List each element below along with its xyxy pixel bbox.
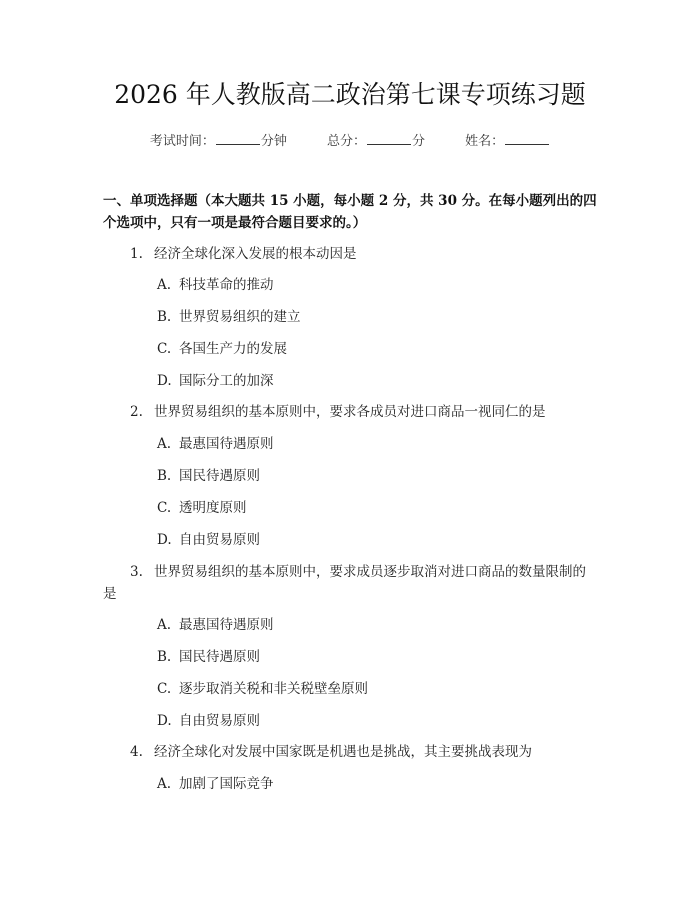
exam-time-unit: 分钟 — [260, 134, 287, 149]
student-name-field — [465, 131, 550, 152]
option-letter: A. — [157, 617, 172, 633]
option-text: 最惠国待遇原则 — [179, 617, 274, 633]
option-text: 自由贸易原则 — [179, 532, 260, 548]
option-letter: B. — [157, 309, 172, 325]
option-letter: D. — [157, 532, 172, 548]
option-text: 透明度原则 — [179, 500, 247, 516]
option-1b — [157, 307, 597, 327]
option-2d — [157, 530, 597, 550]
option-text: 国际分工的加深 — [179, 373, 274, 389]
question-text: 世界贸易组织的基本原则中，要求成员逐步取消对进口商品的数量限制的 — [154, 564, 586, 580]
question-number: 3. — [130, 564, 143, 580]
option-letter: B. — [157, 468, 172, 484]
page-title: 2026 年人教版高二政治第七课专项练习题 — [114, 80, 586, 109]
option-letter: A. — [157, 277, 172, 293]
option-letter: B. — [157, 649, 172, 665]
option-4a — [157, 774, 597, 794]
exam-time-label: 考试时间： — [149, 134, 215, 149]
question-number: 4. — [130, 744, 143, 760]
question-2 — [103, 401, 603, 423]
option-3c — [157, 679, 597, 699]
option-2a — [157, 434, 597, 454]
question-4 — [103, 741, 603, 763]
option-text: 国民待遇原则 — [179, 649, 260, 665]
option-text: 世界贸易组织的建立 — [179, 309, 301, 325]
option-text: 国民待遇原则 — [179, 468, 260, 484]
option-1a — [157, 275, 597, 295]
option-text: 各国生产力的发展 — [179, 341, 287, 357]
option-text: 最惠国待遇原则 — [179, 436, 274, 452]
question-text: 世界贸易组织的基本原则中，要求各成员对进口商品一视同仁的是 — [154, 404, 546, 420]
student-name-blank — [505, 131, 549, 145]
exam-time-field — [150, 131, 287, 152]
exam-time-blank — [216, 131, 260, 145]
option-3a — [157, 615, 597, 635]
option-letter: C. — [157, 341, 172, 357]
option-letter: A. — [157, 436, 172, 452]
option-2c — [157, 498, 597, 518]
option-1d — [157, 371, 597, 391]
option-letter: C. — [157, 500, 172, 516]
section-heading: 一、单项选择题（本大题共 15 小题，每小题 2 分，共 30 分。在每小题列出的四个选项中，只有一项是最符合题目要求的。） — [103, 193, 597, 231]
option-letter: D. — [157, 713, 172, 729]
question-number: 2. — [130, 404, 143, 420]
option-letter: A. — [157, 776, 172, 792]
question-text-continued: 是 — [103, 586, 117, 602]
question-number: 1. — [130, 246, 143, 262]
option-text: 科技革命的推动 — [179, 277, 274, 293]
total-score-blank — [367, 131, 411, 145]
option-2b — [157, 466, 597, 486]
question-1 — [103, 243, 603, 265]
option-text: 加剧了国际竞争 — [179, 776, 274, 792]
option-3d — [157, 711, 597, 731]
student-name-label: 姓名： — [465, 134, 505, 149]
total-score-unit: 分 — [412, 134, 426, 149]
option-1c — [157, 339, 597, 359]
option-letter: C. — [157, 681, 172, 697]
total-score-field — [327, 131, 425, 152]
question-text: 经济全球化对发展中国家既是机遇也是挑战，其主要挑战表现为 — [154, 744, 532, 760]
total-score-label: 总分： — [326, 134, 366, 149]
question-3 — [103, 561, 603, 605]
option-3b — [157, 647, 597, 667]
option-text: 自由贸易原则 — [179, 713, 260, 729]
exam-meta-line — [0, 131, 700, 152]
question-text: 经济全球化深入发展的根本动因是 — [154, 246, 357, 262]
option-letter: D. — [157, 373, 172, 389]
option-text: 逐步取消关税和非关税壁垒原则 — [179, 681, 368, 697]
